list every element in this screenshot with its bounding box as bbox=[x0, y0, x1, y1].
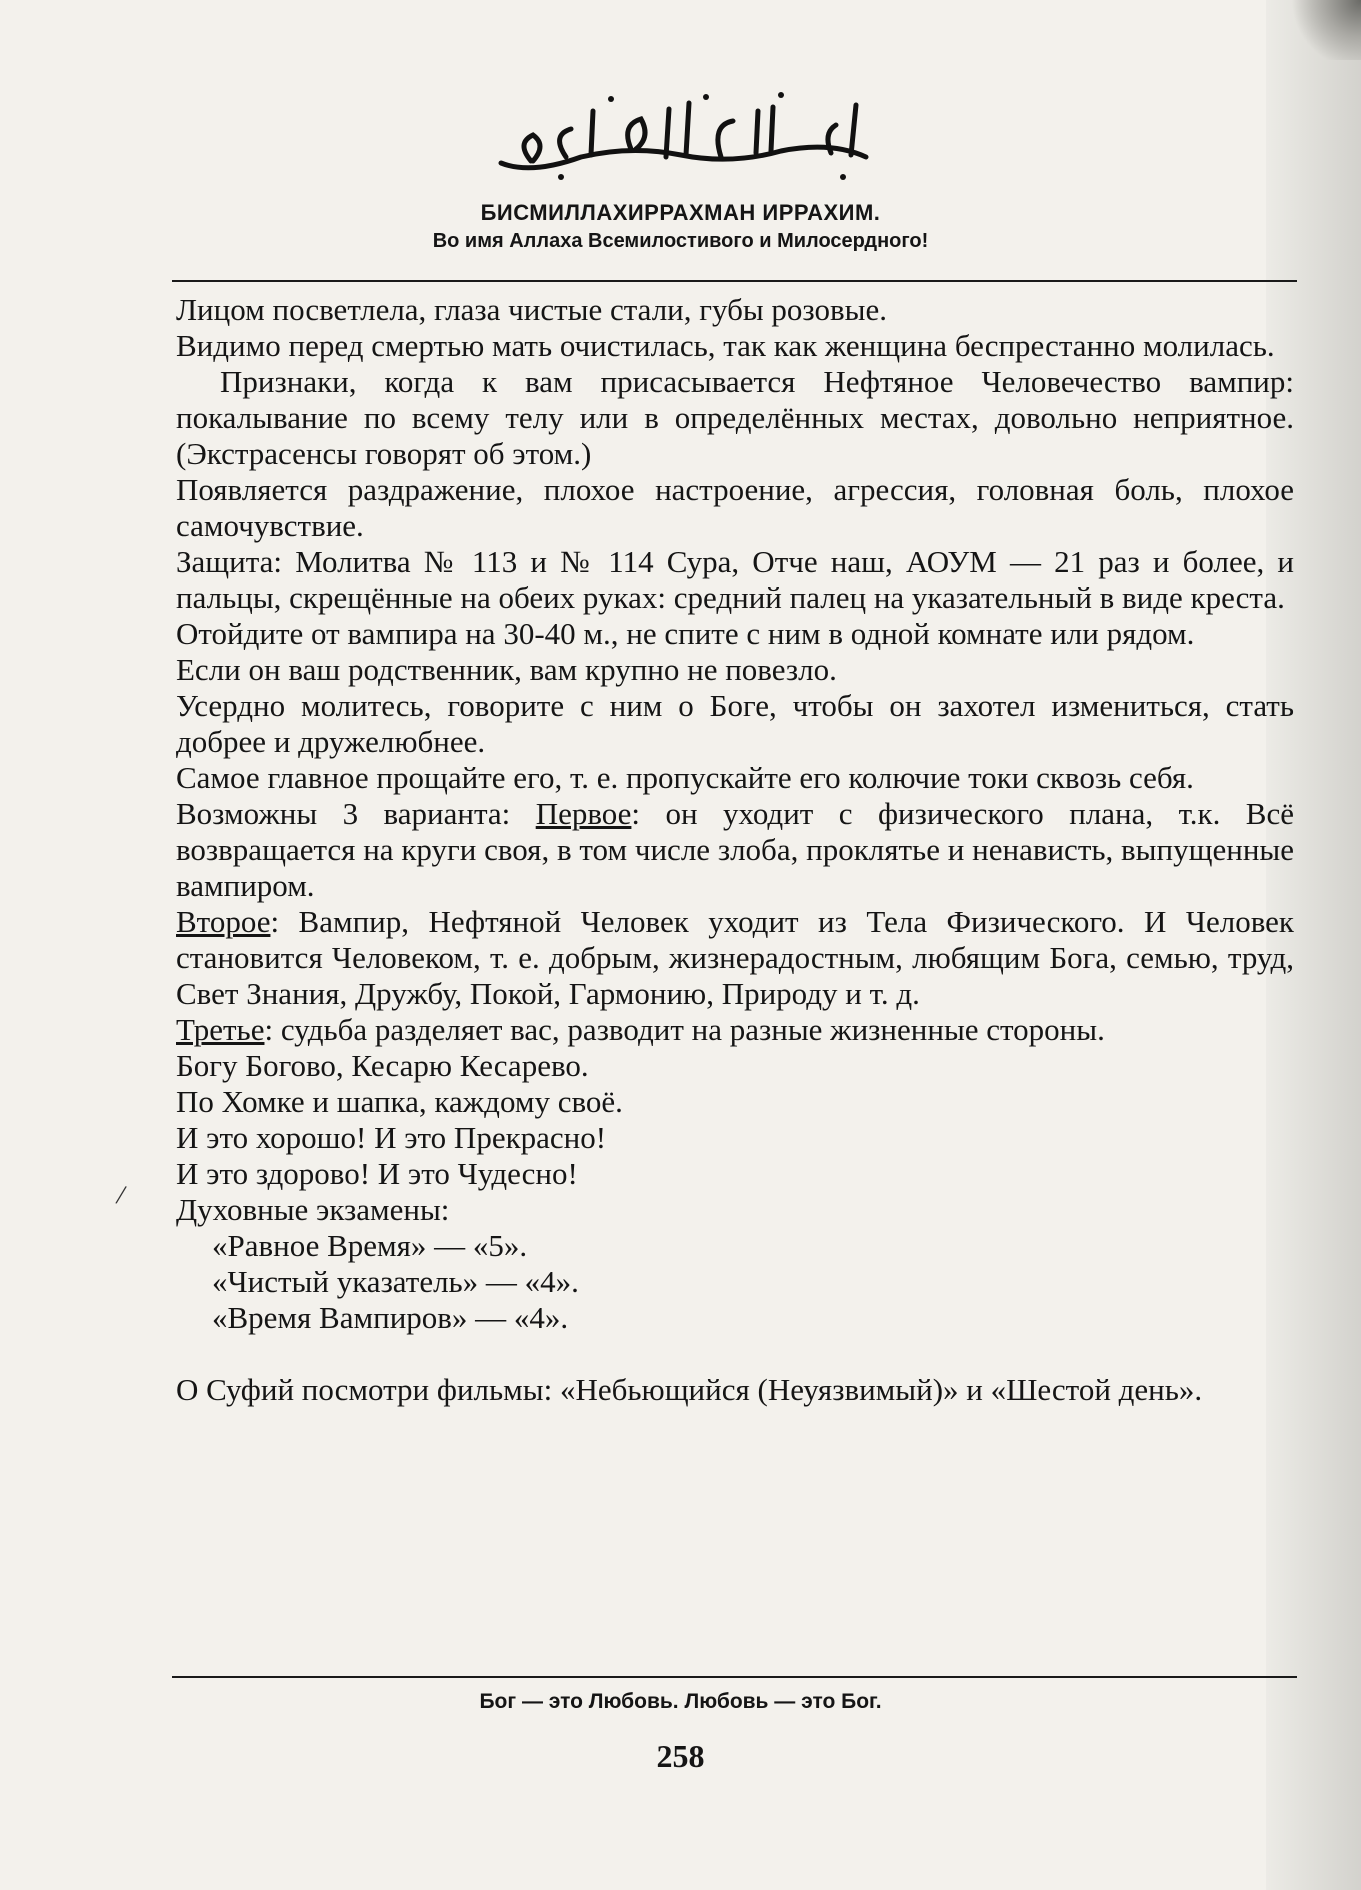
variant-second-term: Второе bbox=[176, 904, 271, 939]
margin-pencil-mark: / bbox=[113, 1179, 129, 1212]
paragraph: И это здорово! И это Чудесно! bbox=[176, 1156, 578, 1191]
paragraph: Усердно молитесь, говорите с ним о Боге, чтобы он захотел измениться, стать добрее и дружелюбнее. bbox=[176, 688, 1294, 759]
paragraph: Признаки, когда к вам присасывается Нефтяное Человечество вампир: покалывание по всему телу или в определённых местах, довольно неприятное. (Экстрасенсы говорят об этом.) bbox=[176, 364, 1294, 471]
header bbox=[0, 85, 1361, 185]
paragraph: Отойдите от вампира на 30-40 м., не спите с ним в одной комнате или рядом. bbox=[176, 616, 1195, 651]
paragraph-variants bbox=[176, 796, 1294, 904]
header-title: БИСМИЛЛАХИРРАХМАН ИРРАХИМ. bbox=[480, 200, 881, 225]
paragraph: Если он ваш родственник, вам крупно не повезло. bbox=[176, 652, 837, 687]
exam-item: «Время Вампиров» — «4». bbox=[212, 1300, 569, 1335]
corner-shadow bbox=[1291, 0, 1361, 60]
paragraph: Появляется раздражение, плохое настроение, агрессия, головная боль, плохое самочувствие. bbox=[176, 472, 1294, 543]
paragraph: По Хомке и шапка, каждому своё. bbox=[176, 1084, 623, 1119]
variant-first-term: Первое bbox=[535, 796, 632, 831]
paragraph: Богу Богово, Кесарю Кесарево. bbox=[176, 1048, 589, 1083]
body-text bbox=[176, 292, 1294, 1408]
paragraph: Видимо перед смертью мать очистилась, так как женщина беспрестанно молилась. bbox=[176, 328, 1275, 363]
paragraph-variant-third bbox=[176, 1012, 1294, 1048]
header-divider bbox=[172, 280, 1297, 282]
exam-item: «Равное Время» — «5». bbox=[212, 1228, 528, 1263]
variant-second-text: : Вампир, Нефтяной Человек уходит из Тела Физического. И Человек становится Человеком, т. е. добрым, жизнерадостным, любящим Бога, семью, труд, Свет Знания, Дружбу, Покой, Гармонию, Природу и т. д. bbox=[176, 904, 1294, 1011]
variant-third-text: : судьба разделяет вас, разводит на разные жизненные стороны. bbox=[264, 1012, 1105, 1047]
footer-divider bbox=[172, 1676, 1297, 1678]
variant-third-term: Третье bbox=[176, 1012, 265, 1047]
exam-item: «Чистый указатель» — «4». bbox=[212, 1264, 579, 1299]
paragraph-variant-second bbox=[176, 904, 1294, 1012]
paragraph: Духовные экзамены: bbox=[176, 1192, 450, 1227]
paragraph: О Суфий посмотри фильмы: «Небьющийся (Неуязвимый)» и «Шестой день». bbox=[176, 1372, 1203, 1407]
footer-motto: Бог — это Любовь. Любовь — это Бог. bbox=[479, 1690, 882, 1713]
paragraph: Защита: Молитва № 113 и № 114 Сура, Отче наш, АОУМ — 21 раз и более, и пальцы, скрещённые на обеих руках: средний палец на указательный в виде креста. bbox=[176, 544, 1294, 615]
variants-lead: Возможны 3 варианта: bbox=[176, 796, 536, 831]
basmala-calligraphy-icon bbox=[471, 85, 891, 185]
variant-first-text: : он уходит с физического плана, т.к. Всё возвращается на круги своя, в том числе злоба, проклятье и ненависть, выпущенные вампиром. bbox=[176, 796, 1294, 903]
header-subtitle: Во имя Аллаха Всемилостивого и Милосердного! bbox=[432, 230, 929, 252]
page-number: 258 bbox=[656, 1738, 705, 1774]
paragraph: Лицом посветлела, глаза чистые стали, губы розовые. bbox=[176, 292, 887, 327]
paragraph: Самое главное прощайте его, т. е. пропускайте его колючие токи сквозь себя. bbox=[176, 760, 1194, 795]
paragraph: И это хорошо! И это Прекрасно! bbox=[176, 1120, 607, 1155]
